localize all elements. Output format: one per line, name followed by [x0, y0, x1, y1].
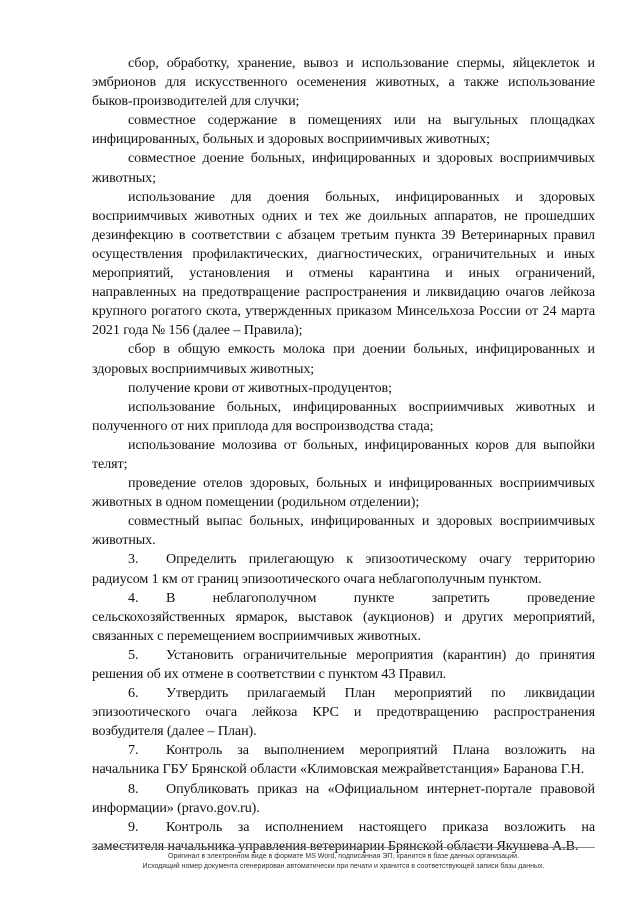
- paragraph-text: Установить ограничительные мероприятия (карантин) до принятия решения об их отмене в соответствии с пунктом 43 Правил.: [92, 646, 595, 682]
- paragraph-9: [92, 474, 595, 512]
- item-number: 7.: [128, 742, 139, 759]
- paragraph-text: сбор, обработку, хранение, вывоз и использование спермы, яйцеклеток и эмбрионов для искусственного осеменения животных, а также использование быков-производителей для случки;: [92, 55, 595, 110]
- paragraph-7: [92, 398, 595, 436]
- numbered-item-8: [92, 780, 595, 818]
- document-footer: [92, 847, 595, 872]
- paragraph-text: использование больных, инфицированных восприимчивых животных и полученного от них приплода для воспроизводства стада;: [92, 398, 595, 434]
- numbered-item-5: [92, 646, 595, 684]
- paragraph-text: Утвердить прилагаемый План мероприятий по ликвидации эпизоотического очага лейкоза КРС и предотвращению распространения возбудителя (далее – План).: [92, 685, 595, 740]
- paragraph-text: проведение отелов здоровых, больных и инфицированных восприимчивых животных в одном помещении (родильном отделении);: [92, 475, 595, 511]
- paragraph-text: сбор в общую емкость молока при доении больных, инфицированных и здоровых восприимчивых животных;: [92, 341, 595, 377]
- paragraph-3: [92, 149, 595, 187]
- paragraph-text: В неблагополучном пункте запретить проведение сельскохозяйственных ярмарок, выставок (аукционов) и других мероприятий, связанных с перемещением восприимчивых животных.: [92, 589, 595, 644]
- item-number: 4.: [128, 589, 139, 606]
- item-number: 3.: [128, 551, 139, 568]
- item-number: 6.: [128, 685, 139, 702]
- paragraph-text: совместное содержание в помещениях или на выгульных площадках инфицированных, больных и здоровых восприимчивых животных;: [92, 112, 595, 148]
- paragraph-text: получение крови от животных-продуцентов;: [128, 379, 392, 396]
- paragraph-text: использование для доения больных, инфицированных и здоровых восприимчивых животных одних и тех же доильных аппаратов, не прошедших дезинфекцию в соответствии с абзацем третьим пункта 39 Ветеринарных правил осуществления профилактических, диагностических, ограничительных и иных мероприятий, установления и отмены карантина и иных ограничений, направленных на предотвращение распространения и ликвидацию очагов лейкоза крупного рогатого скота, утвержденных приказом Минсельхоза России от 24 марта 2021 года № 156 (далее – Правила);: [92, 188, 595, 339]
- numbered-item-3: [92, 550, 595, 588]
- paragraph-10: [92, 512, 595, 550]
- paragraph-text: Опубликовать приказ на «Официальном интернет-портале правовой информации» (pravo.gov.ru).: [92, 780, 595, 816]
- paragraph-8: [92, 436, 595, 474]
- numbered-item-4: [92, 589, 595, 646]
- paragraph-6: [92, 379, 595, 398]
- numbered-item-6: [92, 684, 595, 741]
- paragraph-text: совместное доение больных, инфицированных и здоровых восприимчивых животных;: [92, 150, 595, 186]
- document-body: [92, 54, 595, 856]
- footer-line-1: Оригинал в электронном виде в формате MS Word, подписанная ЭП, хранится в базе данных организации.: [168, 853, 519, 860]
- paragraph-4: [92, 188, 595, 341]
- paragraph-text: использование молозива от больных, инфицированных коров для выпойки телят;: [92, 436, 595, 472]
- item-number: 5.: [128, 646, 139, 663]
- paragraph-text: Контроль за исполнением настоящего приказа возложить на заместителя начальника управления ветеринарии Брянской области Якушева А.В.: [92, 818, 595, 854]
- numbered-item-7: [92, 741, 595, 779]
- paragraph-text: совместный выпас больных, инфицированных и здоровых восприимчивых животных.: [92, 513, 595, 549]
- item-number: 9.: [128, 818, 139, 835]
- paragraph-text: Определить прилегающую к эпизоотическому очагу территорию радиусом 1 км от границ эпизоотического очага неблагополучным пунктом.: [92, 551, 595, 587]
- paragraph-1: [92, 54, 595, 111]
- item-number: 8.: [128, 780, 139, 797]
- paragraph-5: [92, 340, 595, 378]
- paragraph-text: Контроль за выполнением мероприятий Плана возложить на начальника ГБУ Брянской области «Климовская межрайветстанция» Баранова Г.Н.: [92, 742, 595, 778]
- paragraph-2: [92, 111, 595, 149]
- footer-line-2: Исходящий номер документа сгенерирован автоматически при печати и хранится в соответствующей записи базы данных.: [142, 863, 545, 870]
